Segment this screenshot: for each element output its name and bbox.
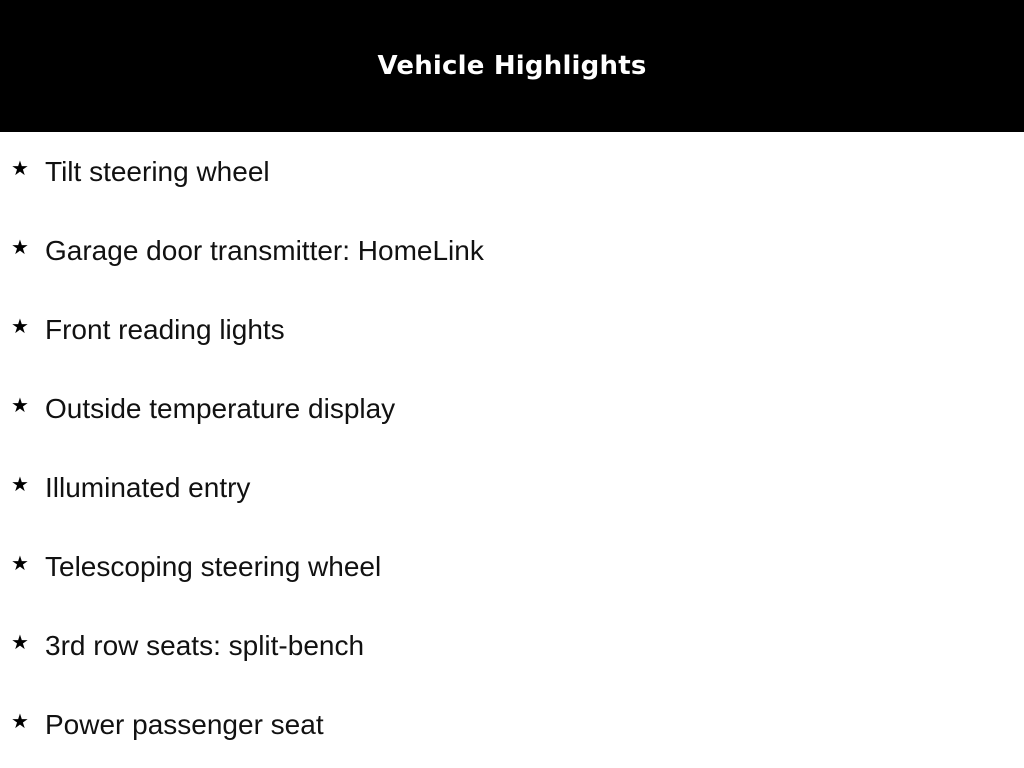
star-icon: ★ <box>11 156 29 180</box>
highlight-label: Tilt steering wheel <box>45 156 270 187</box>
list-item <box>0 606 1024 685</box>
highlight-label: Illuminated entry <box>45 472 251 503</box>
star-icon: ★ <box>11 314 29 338</box>
highlight-label: Front reading lights <box>45 314 285 345</box>
list-item <box>0 685 1024 764</box>
star-icon: ★ <box>11 630 29 654</box>
star-icon: ★ <box>11 551 29 575</box>
highlight-label: Power passenger seat <box>45 709 324 740</box>
list-item <box>0 132 1024 211</box>
highlight-label: 3rd row seats: split-bench <box>45 630 365 661</box>
header-bar <box>0 0 1024 132</box>
list-item <box>0 369 1024 448</box>
star-icon: ★ <box>11 235 29 259</box>
list-item <box>0 527 1024 606</box>
star-icon: ★ <box>11 709 29 733</box>
highlight-label: Outside temperature display <box>45 393 396 424</box>
page-title: Vehicle Highlights <box>377 50 647 81</box>
highlight-label: Garage door transmitter: HomeLink <box>45 235 484 266</box>
highlight-label: Telescoping steering wheel <box>45 551 382 582</box>
star-icon: ★ <box>11 472 29 496</box>
list-item <box>0 211 1024 290</box>
list-item <box>0 448 1024 527</box>
highlights-list <box>0 132 1024 764</box>
star-icon: ★ <box>11 393 29 417</box>
list-item <box>0 290 1024 369</box>
